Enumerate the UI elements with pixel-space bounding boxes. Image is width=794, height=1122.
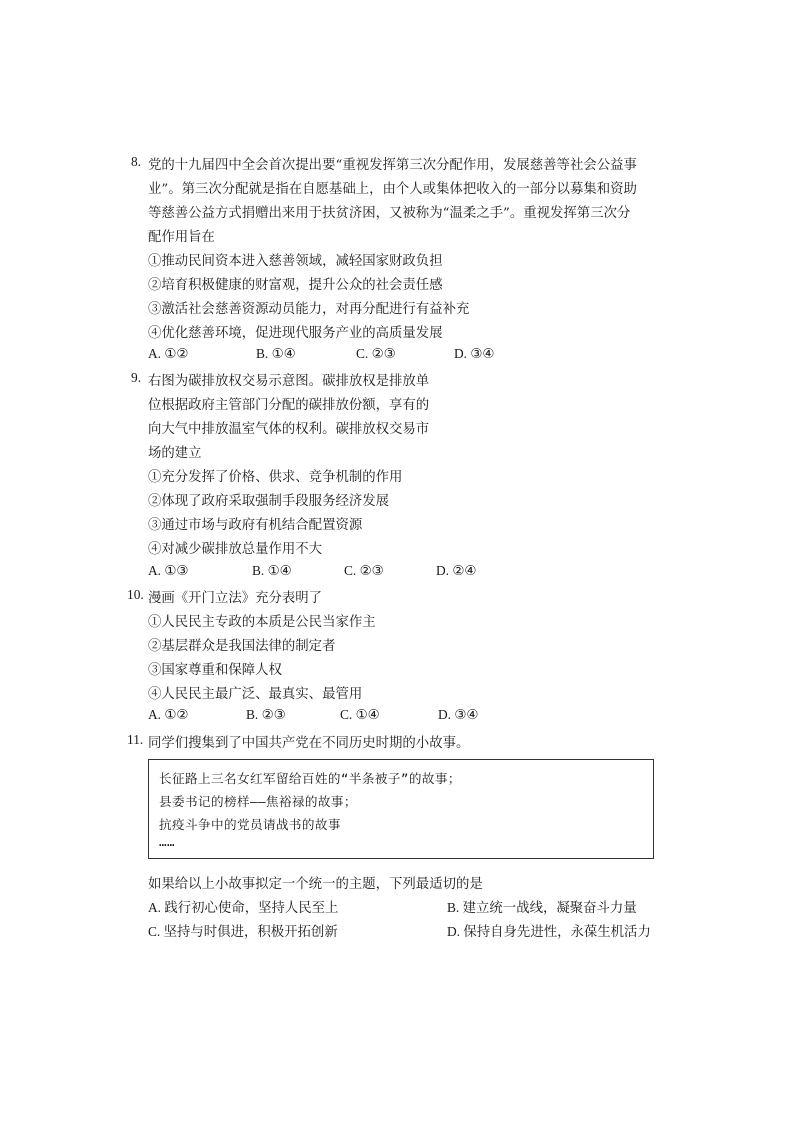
- question-11-option-d: D. 保持自身先进性，永葆生机活力: [447, 924, 651, 939]
- question-8-text-line-1: 党的十九届四中全会首次提出要“重视发挥第三次分配作用，发展慈善等社会公益事: [148, 158, 637, 173]
- question-8-text-line-2: 业”。第三次分配就是指在自愿基础上，由个人或集体把收入的一部分以募集和资助: [148, 182, 637, 197]
- question-10-option-a: A. ①②: [148, 707, 189, 722]
- question-8-statement-3: ③激活社会慈善资源动员能力，对再分配进行有益补充: [148, 302, 470, 317]
- question-8-statement-2: ②培育积极健康的财富观，提升公众的社会责任感: [148, 278, 443, 293]
- question-10-statement-4: ④人民民主最广泛、最真实、最管用: [148, 687, 363, 702]
- question-11-number: 11.: [127, 732, 144, 747]
- story-box-line-1: 长征路上三名女红军留给百姓的“半条被子”的故事；: [159, 771, 461, 786]
- question-9-option-c: C. ②③: [344, 563, 384, 578]
- question-11-question: 如果给以上小故事拟定一个统一的主题，下列最适切的是: [148, 877, 483, 892]
- question-9-text-line-1: 右图为碳排放权交易示意图。碳排放权是排放单: [148, 374, 430, 389]
- story-box: [148, 759, 654, 859]
- question-9-option-d: D. ②④: [436, 563, 477, 578]
- question-9-text-line-3: 向大气中排放温室气体的权利。碳排放权交易市: [148, 422, 430, 437]
- question-11-intro: 同学们搜集到了中国共产党在不同历史时期的小故事。: [148, 736, 470, 751]
- story-box-line-4: ……: [159, 834, 175, 849]
- question-9-option-a: A. ①③: [148, 563, 189, 578]
- question-8-option-c: C. ②③: [356, 346, 396, 361]
- question-8-statement-1: ①推动民间资本进入慈善领域，减轻国家财政负担: [148, 254, 443, 269]
- question-8-text-line-3: 等慈善公益方式捐赠出来用于扶贫济困，又被称为“温柔之手”。重视发挥第三次分: [148, 206, 631, 221]
- question-8-option-d: D. ③④: [454, 346, 495, 361]
- question-10-text-line-1: 漫画《开门立法》充分表明了: [148, 591, 323, 606]
- question-9-option-b: B. ①④: [252, 563, 292, 578]
- question-10-statement-3: ③国家尊重和保障人权: [148, 663, 282, 678]
- question-10-option-d: D. ③④: [438, 707, 479, 722]
- question-9-statement-1: ①充分发挥了价格、供求、竞争机制的作用: [148, 470, 403, 485]
- story-box-line-3: 抗疫斗争中的党员请战书的故事: [159, 817, 341, 832]
- question-9-text-line-2: 位根据政府主管部门分配的碳排放份额，享有的: [148, 398, 430, 413]
- question-8-option-a: A. ①②: [148, 346, 189, 361]
- story-box-line-2: 县委书记的榜样——焦裕禄的故事；: [159, 794, 357, 809]
- question-10-option-b: B. ②③: [246, 707, 286, 722]
- question-8-text-line-4: 配作用旨在: [148, 230, 215, 245]
- question-11-option-b: B. 建立统一战线，凝聚奋斗力量: [447, 900, 637, 915]
- question-8-number: 8.: [131, 154, 142, 169]
- question-10-statement-2: ②基层群众是我国法律的制定者: [148, 639, 336, 654]
- question-9-statement-3: ③通过市场与政府有机结合配置资源: [148, 518, 363, 533]
- question-8-option-b: B. ①④: [256, 346, 296, 361]
- question-10-number: 10.: [127, 587, 144, 602]
- question-8-statement-4: ④优化慈善环境，促进现代服务产业的高质量发展: [148, 326, 443, 341]
- question-11-option-a: A. 践行初心使命，坚持人民至上: [148, 900, 339, 915]
- question-9-statement-4: ④对减少碳排放总量作用不大: [148, 542, 323, 557]
- question-9-text-line-4: 场的建立: [148, 446, 202, 461]
- question-10-option-c: C. ①④: [340, 707, 380, 722]
- question-10-statement-1: ①人民民主专政的本质是公民当家作主: [148, 615, 376, 630]
- question-9-number: 9.: [131, 370, 142, 385]
- question-11-option-c: C. 坚持与时俱进，积极开拓创新: [148, 924, 338, 939]
- question-9-statement-2: ②体现了政府采取强制手段服务经济发展: [148, 494, 390, 509]
